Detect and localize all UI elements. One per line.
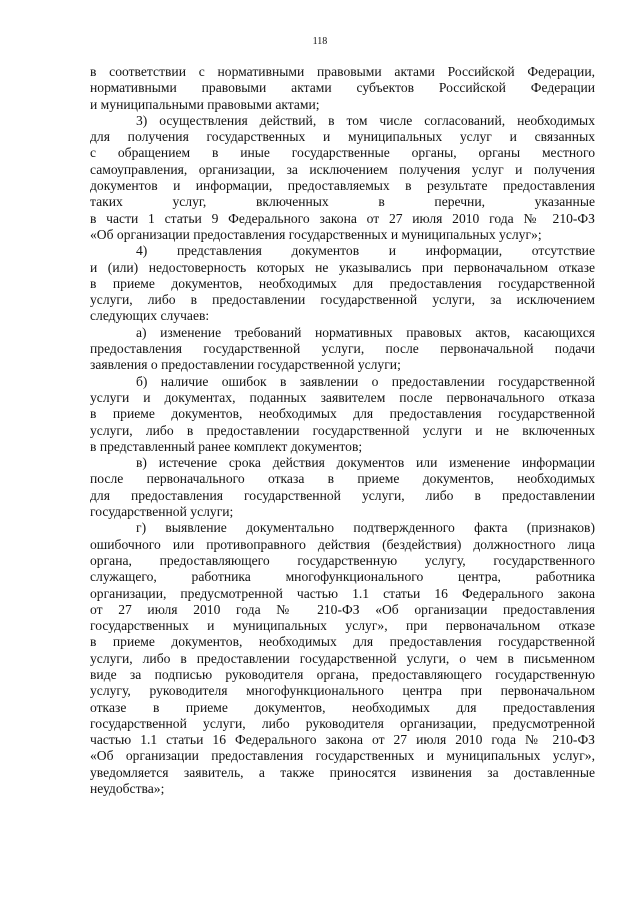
text-line: услуги и документах, поданных заявителем после первоначального отказа	[90, 389, 595, 405]
text-line: и (или) недостоверность которых не указывались при первоначальном отказе	[90, 259, 595, 275]
page-number: 118	[312, 36, 328, 47]
text-line: органа, предоставляющего государственную услугу, государственного	[90, 552, 595, 568]
text-line: следующих случаев:	[90, 308, 210, 324]
text-line: для предоставления государственной услуги, либо в предоставлении	[90, 487, 595, 503]
text-line: отказе в приеме документов, необходимых для предоставления	[90, 699, 595, 715]
text-line: предоставления государственной услуги, после первоначальной подачи	[90, 341, 595, 357]
text-line: частью 1.1 статьи 16 Федерального закона от 27 июля 2010 года № 210-ФЗ	[90, 732, 595, 748]
text-line: ошибочного или противоправного действия (бездействия) должностного лица	[90, 536, 595, 552]
paragraph-item-4v	[90, 455, 595, 520]
paragraph-item-4g	[90, 520, 595, 797]
text-line: а) изменение требований нормативных правовых актов, касающихся	[136, 324, 595, 340]
text-line: виде за подписью руководителя органа, предоставляющего государственную	[90, 666, 595, 682]
text-line: в) истечение срока действия документов или изменение информации	[136, 455, 595, 471]
text-line: нормативными правовыми актами субъектов Российской Федерации	[90, 80, 595, 96]
text-line: в соответствии с нормативными правовыми актами Российской Федерации,	[90, 64, 595, 79]
text-line: б) наличие ошибок в заявлении о предоставлении государственной	[136, 373, 595, 389]
text-line: государственной услуги;	[90, 504, 234, 520]
text-line: услугу, руководителя многофункционального центра при первоначальном	[90, 683, 595, 699]
text-line: в приеме документов, необходимых для предоставления государственной	[90, 406, 595, 422]
paragraph-intro	[90, 64, 595, 113]
text-line: «Об организации предоставления государственных и муниципальных услуг»;	[90, 226, 542, 242]
text-line: в приеме документов, необходимых для предоставления государственной	[90, 634, 595, 650]
text-line: таких услуг, включенных в перечни, указанные	[90, 194, 595, 210]
text-line: услуги, либо в предоставлении государственной услуги и не включенных	[90, 422, 595, 438]
text-line: в представленный ранее комплект документов;	[90, 438, 363, 454]
text-line: уведомляется заявитель, а также приносятся извинения за доставленные	[90, 764, 595, 780]
text-line: в приеме документов, необходимых для предоставления государственной	[90, 275, 595, 291]
text-line: «Об организации предоставления государственных и муниципальных услуг»,	[90, 748, 595, 764]
text-line: неудобства»;	[90, 781, 165, 797]
paragraph-item-4	[90, 243, 595, 324]
text-line: г) выявление документально подтвержденного факта (признаков)	[136, 520, 595, 536]
text-line: документов и информации, предоставляемых в результате предоставления	[90, 178, 595, 194]
text-line: в части 1 статьи 9 Федерального закона от 27 июля 2010 года № 210-ФЗ	[90, 210, 595, 226]
text-line: государственной услуги, либо руководителя организации, предусмотренной	[90, 715, 595, 731]
text-line: организации, предусмотренной частью 1.1 статьи 16 Федерального закона	[90, 585, 595, 601]
text-line: государственных и муниципальных услуг», при первоначальном отказе	[90, 618, 595, 634]
text-line: 3) осуществления действий, в том числе согласований, необходимых	[136, 112, 595, 128]
text-line: после первоначального отказа в приеме документов, необходимых	[90, 471, 595, 487]
text-line: служащего, работника многофункционального центра, работника	[90, 569, 595, 585]
text-line: от 27 июля 2010 года № 210-ФЗ «Об организации предоставления	[90, 601, 595, 617]
text-line: с обращением в иные государственные органы, органы местного	[90, 145, 595, 161]
text-line: самоуправления, организации, за исключением получения услуг и получения	[90, 161, 595, 177]
paragraph-item-4a	[90, 325, 595, 374]
text-line: 4) представления документов и информации, отсутствие	[136, 243, 595, 259]
text-line: для получения государственных и муниципальных услуг и связанных	[90, 129, 595, 145]
text-line: услуги, либо в предоставлении государственной услуги, о чем в письменном	[90, 650, 595, 666]
paragraph-item-3	[90, 113, 595, 243]
document-body	[90, 64, 595, 797]
text-line: заявления о предоставлении государственной услуги;	[90, 357, 401, 373]
paragraph-item-4b	[90, 374, 595, 455]
text-line: услуги, либо в предоставлении государственной услуги, за исключением	[90, 292, 595, 308]
text-line: и муниципальными правовыми актами;	[90, 96, 320, 112]
